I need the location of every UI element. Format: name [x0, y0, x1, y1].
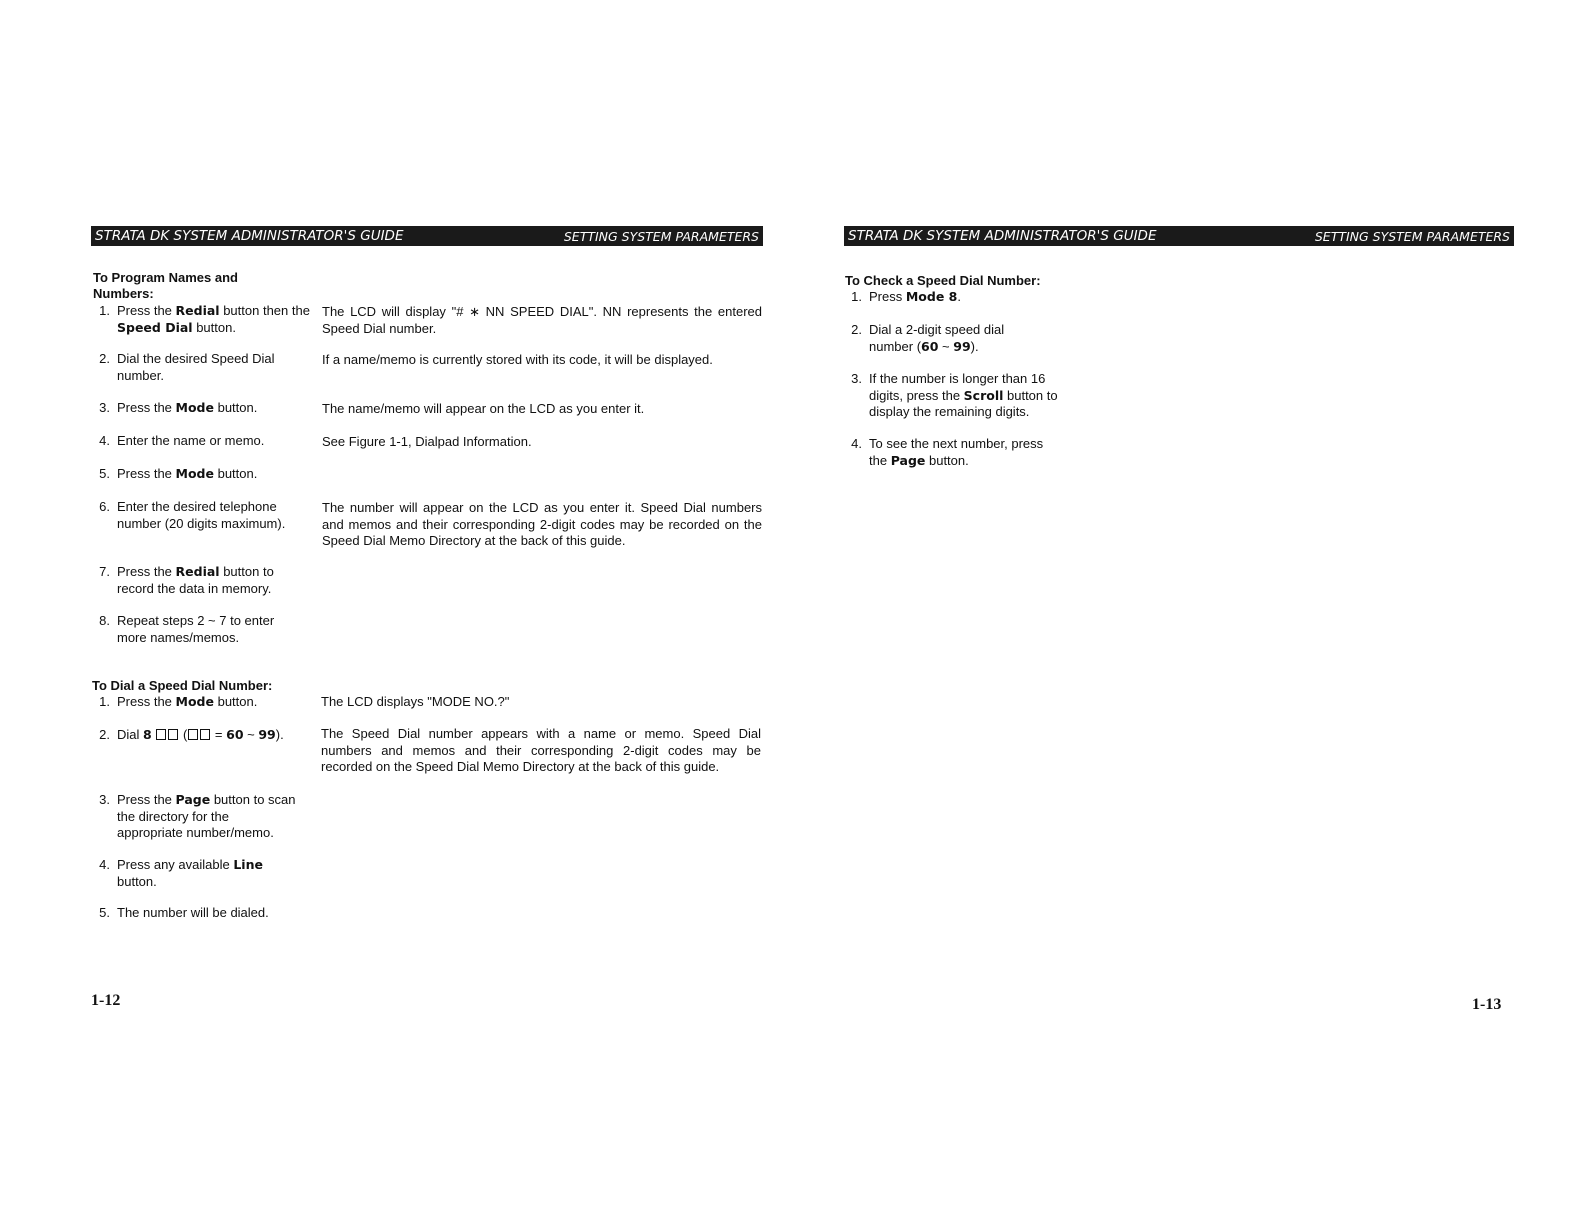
page-number: 1-12 [91, 992, 121, 1009]
running-header [844, 226, 1514, 246]
digit-placeholder-icon [200, 729, 210, 740]
running-header [91, 226, 763, 246]
program-heading: To Program Names and Numbers: [93, 270, 238, 301]
digit-placeholder-icon [188, 729, 198, 740]
note-text: The LCD will display "# ∗ NN SPEED DIAL". NN represents the entered Speed Dial number. [322, 304, 762, 336]
note-text: The Speed Dial number appears with a name or memo. Speed Dial numbers and memos and their corresponding 2-digit codes may be recorded on the Speed Dial Memo Directory at the back of this guide. [321, 726, 761, 774]
note-text: The number will appear on the LCD as you enter it. Speed Dial numbers and memos and their corresponding 2-digit codes may be recorded on the Speed Dial Memo Directory at the back of this guide. [322, 500, 762, 548]
note-text: The LCD displays "MODE NO.?" [321, 694, 510, 709]
note-text: See Figure 1-1, Dialpad Information. [322, 434, 532, 449]
note-text: If a name/memo is currently stored with its code, it will be displayed. [322, 352, 713, 367]
digit-placeholder-icon [156, 729, 166, 740]
note-text: The name/memo will appear on the LCD as you enter it. [322, 401, 645, 416]
header-guide-title: STRATA DK SYSTEM ADMINISTRATOR'S GUIDE [95, 228, 404, 244]
header-section-title: SETTING SYSTEM PARAMETERS [1314, 229, 1510, 244]
check-heading: To Check a Speed Dial Number: [845, 273, 1041, 288]
page-number: 1-13 [1472, 996, 1502, 1013]
dial-heading: To Dial a Speed Dial Number: [92, 678, 273, 693]
left-page: STRATA DK SYSTEM ADMINISTRATOR'S GUIDE SETTING SYSTEM PARAMETERS To Program Names and Numbers: 1. Press the Redial button then the Speed Dial button. 2. Dial the desired Speed Dial number. 3. Press the Mode button. 4. Enter the name or memo. 5. Press the Mode button. 6. Enter the desired telephone number (20 digits maximum). 7. Press the Redial button to record the data in memory. 8. Repeat steps 2 ~ 7 to enter more names/memos. The LCD will display "# ∗ NN SPEED DIAL". NN represents the entered Speed Dial number. If a name/memo is currently stored with its code, it will be displayed. The name/memo will appear on the LCD as you enter it. See Figure 1-1, Dialpad Information. The number will appear on the LCD as you enter it. Speed Dial numbers and memos and their corresponding 2-digit codes may be recorded on the Speed Dial Memo Directory at the back of this guide. To Dial a Speed Dial Number: 1. Press the Mode button. 2. Dial 8 ( = 60 ~ 99). 3. Press the Page button to scan the directory for the appropriate number/memo. 4. Press any available Line button. 5. The number will be dialed. The LCD displays "MODE NO.?" The Speed Dial number appears with a name or memo. Speed Dial numbers and memos and their corresponding 2-digit codes may be recorded on the Speed Dial Memo Directory at the back of this guide. 1-12 [91, 228, 762, 1009]
digit-placeholder-icon [168, 729, 178, 740]
header-guide-title: STRATA DK SYSTEM ADMINISTRATOR'S GUIDE [848, 228, 1157, 244]
header-section-title: SETTING SYSTEM PARAMETERS [563, 229, 759, 244]
right-page: STRATA DK SYSTEM ADMINISTRATOR'S GUIDE SETTING SYSTEM PARAMETERS To Check a Speed Dial Number: 1. Press Mode 8. 2. Dial a 2-digit speed dial number (60 ~ 99). 3. If the number is longer than 16 digits, press the Scroll button to display the remaining digits. 4. To see the next number, press the Page button. 1-13 [792, 0, 1584, 1221]
